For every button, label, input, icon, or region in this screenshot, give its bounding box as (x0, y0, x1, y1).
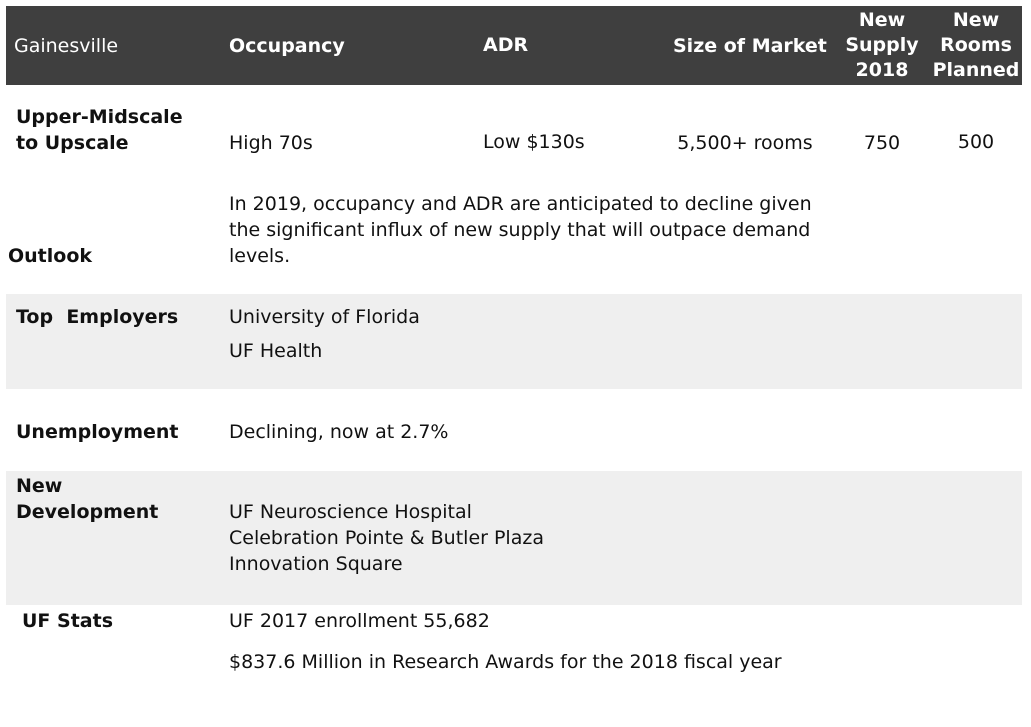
segment-occupancy: High 70s (229, 132, 313, 154)
header-size-of-market: Size of Market (673, 35, 827, 57)
segment-new-rooms: 500 (957, 131, 995, 153)
unemployment-label: Unemployment (16, 421, 179, 443)
header-new-rooms-line: Planned (932, 59, 1020, 81)
development-label-line: Development (16, 501, 159, 523)
header-city: Gainesville (14, 35, 119, 57)
segment-label (16, 104, 183, 156)
unemployment-value: Declining, now at 2.7% (229, 421, 449, 443)
uf-stats-item: UF 2017 enrollment 55,682 (229, 610, 490, 632)
segment-label-line: Upper-Midscale (16, 106, 183, 128)
development-items (229, 499, 544, 577)
outlook-line: levels. (229, 245, 291, 267)
header-new-rooms (930, 8, 1022, 83)
table-header (6, 6, 1022, 85)
segment-size-of-market: 5,500+ rooms (677, 132, 813, 154)
header-new-supply-line: New (858, 9, 906, 31)
outlook-text (229, 191, 812, 269)
header-new-rooms-line: New (952, 9, 1000, 31)
header-new-supply (839, 8, 925, 83)
outlook-line: the significant influx of new supply that will outpace demand (229, 219, 811, 241)
development-label-line: New (16, 475, 63, 497)
header-new-rooms-line: Rooms (940, 34, 1012, 56)
employers-label: Top Employers (16, 306, 179, 328)
outlook-label: Outlook (8, 245, 93, 267)
outlook-line: In 2019, occupancy and ADR are anticipated to decline given (229, 193, 812, 215)
uf-stats-item: $837.6 Million in Research Awards for the 2018 fiscal year (229, 651, 782, 673)
header-new-supply-line: Supply (845, 34, 919, 56)
segment-new-supply: 750 (863, 132, 901, 154)
header-occupancy: Occupancy (229, 35, 345, 57)
segment-adr: Low $130s (483, 131, 585, 153)
development-item: UF Neuroscience Hospital (229, 501, 472, 523)
development-label (16, 473, 158, 525)
employers-item: UF Health (229, 340, 323, 362)
header-adr: ADR (483, 34, 529, 56)
uf-stats-label: UF Stats (22, 610, 114, 632)
employers-item: University of Florida (229, 306, 420, 328)
header-new-supply-line: 2018 (855, 59, 909, 81)
segment-label-line: to Upscale (16, 132, 129, 154)
development-item: Innovation Square (229, 553, 403, 575)
development-item: Celebration Pointe & Butler Plaza (229, 527, 544, 549)
